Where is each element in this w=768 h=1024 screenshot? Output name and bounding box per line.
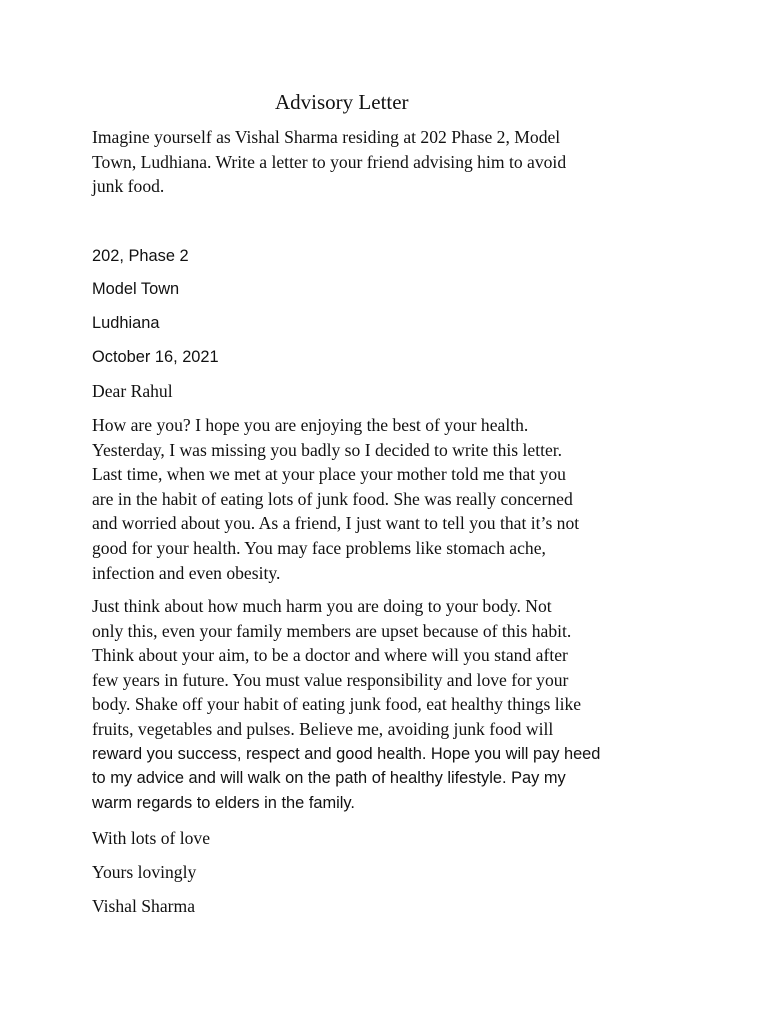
prompt-text bbox=[92, 125, 692, 199]
paragraph-line: warm regards to elders in the family. bbox=[92, 793, 355, 812]
body-paragraph-2 bbox=[92, 594, 692, 815]
paragraph-line: Just think about how much harm you are doing to your body. Not bbox=[92, 596, 552, 616]
salutation: Dear Rahul bbox=[92, 381, 173, 401]
paragraph-line: How are you? I hope you are enjoying the best of your health. bbox=[92, 415, 529, 435]
paragraph-line: few years in future. You must value responsibility and love for your bbox=[92, 669, 569, 690]
address-line-2: Model Town bbox=[92, 280, 180, 298]
paragraph-line: body. Shake off your habit of eating junk food, eat healthy things like bbox=[92, 694, 582, 715]
letter-date: October 16, 2021 bbox=[92, 348, 219, 366]
closing-line-1: With lots of love bbox=[92, 828, 211, 848]
paragraph-line: to my advice and will walk on the path of healthy lifestyle. Pay my bbox=[92, 769, 566, 788]
paragraph-line: infection and even obesity. bbox=[92, 562, 281, 583]
body-paragraph-1 bbox=[92, 413, 692, 585]
paragraph-line: and worried about you. As a friend, I just want to tell you that it’s not bbox=[92, 513, 580, 534]
prompt-line: Imagine yourself as Vishal Sharma residing at 202 Phase 2, Model bbox=[92, 127, 561, 147]
paragraph-line: are in the habit of eating lots of junk food. She was really concerned bbox=[92, 488, 573, 509]
paragraph-line: good for your health. You may face problems like stomach ache, bbox=[92, 537, 546, 558]
paragraph-line: reward you success, respect and good health. Hope you will pay heed bbox=[92, 744, 601, 763]
page-title: Advisory Letter bbox=[275, 90, 409, 114]
signature-name: Vishal Sharma bbox=[92, 896, 196, 916]
address-line-3: Ludhiana bbox=[92, 314, 160, 332]
paragraph-line: fruits, vegetables and pulses. Believe me, avoiding junk food will bbox=[92, 718, 554, 739]
address-line-1: 202, Phase 2 bbox=[92, 247, 189, 265]
paragraph-line: Last time, when we met at your place your mother told me that you bbox=[92, 464, 566, 485]
closing-line-2: Yours lovingly bbox=[92, 862, 197, 882]
prompt-line: junk food. bbox=[92, 176, 165, 197]
paragraph-line: only this, even your family members are upset because of this habit. bbox=[92, 620, 572, 641]
paragraph-line: Think about your aim, to be a doctor and where will you stand after bbox=[92, 645, 568, 666]
paragraph-line: Yesterday, I was missing you badly so I decided to write this letter. bbox=[92, 439, 563, 460]
prompt-line: Town, Ludhiana. Write a letter to your friend advising him to avoid bbox=[92, 151, 567, 172]
